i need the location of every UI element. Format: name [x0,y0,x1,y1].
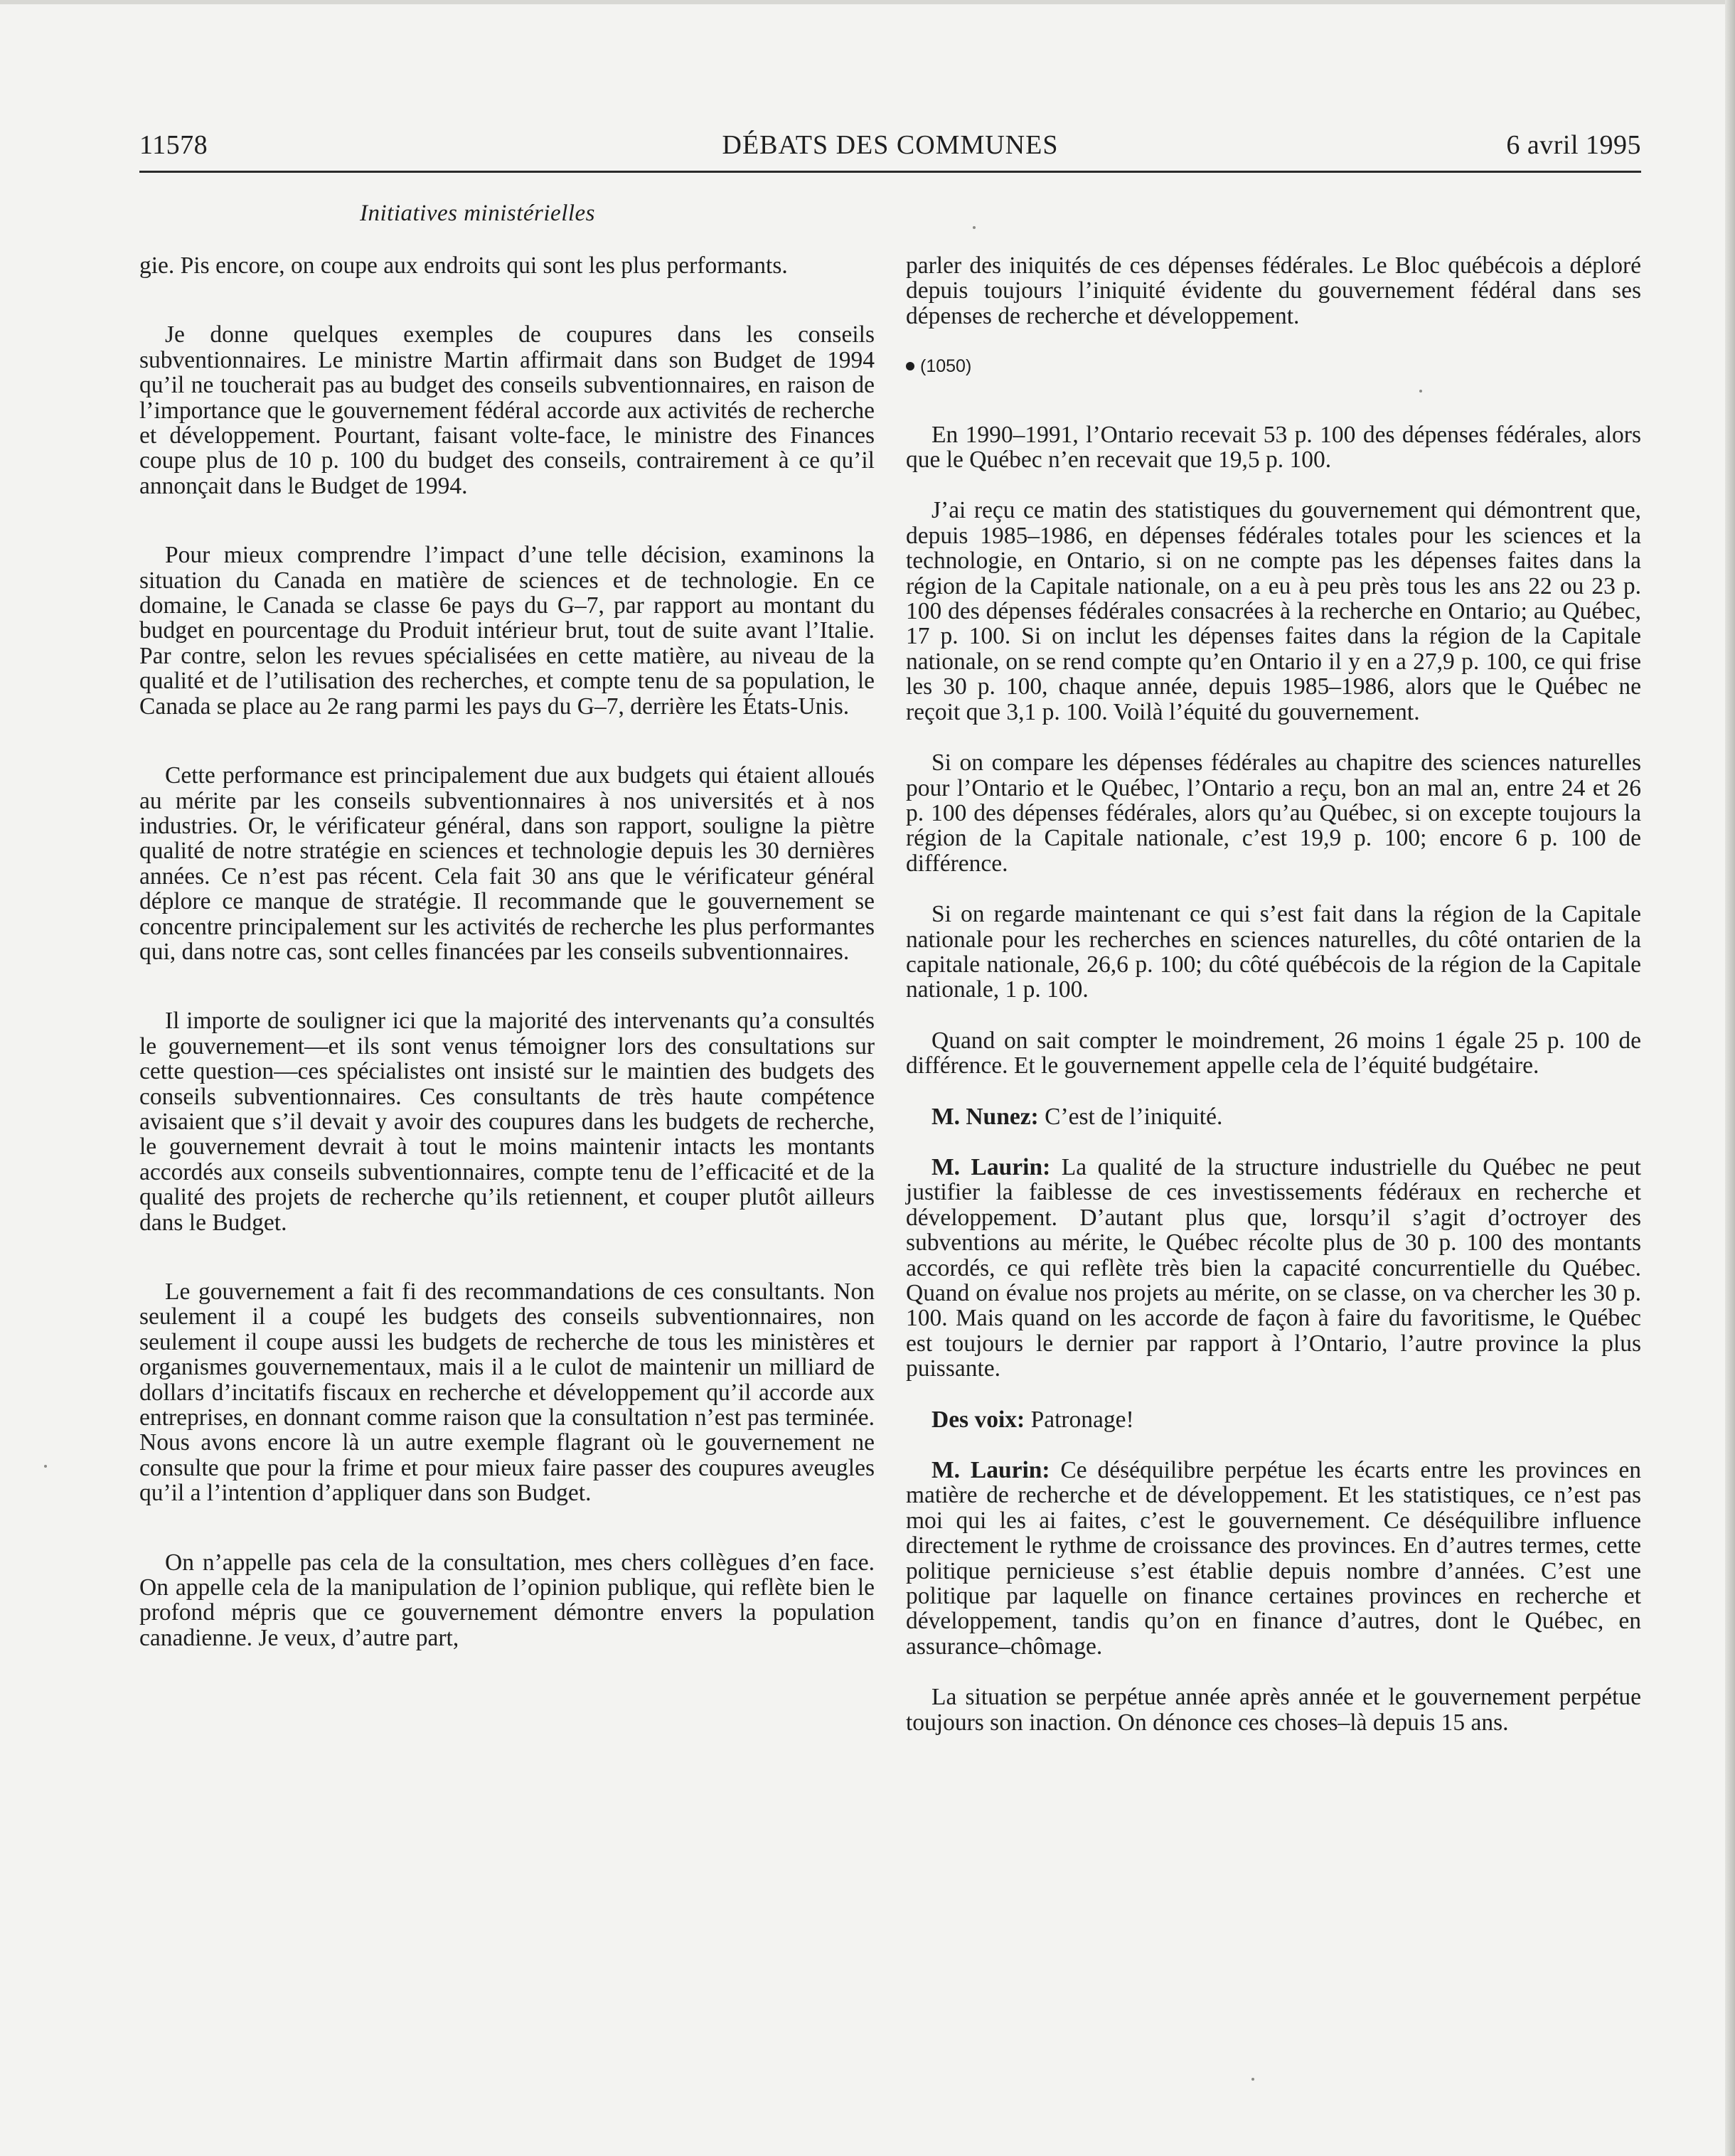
speech-text: C’est de l’iniquité. [1038,1103,1223,1130]
speaker-name: Des voix: [931,1406,1025,1433]
speaker-name: M. Nunez: [931,1103,1039,1130]
scan-speck [1419,390,1422,393]
time-marker-text: (1050) [920,356,972,377]
right-paragraph: J’ai reçu ce matin des statistiques du gouvernement qui démontrent que, depuis 1985–1986, en dépenses fédérales totales pour les sciences et la technologie, en Ontario, si on ne compte pas les dépenses faites dans la région de la Capitale nationale, on a eu à peu près tous les ans 22 ou 23 p. 100 des dépenses fédérales consacrées à la recherche en Ontario; au Québec, 17 p. 100. Si on inclut les dépenses faites dans la région de la Capitale nationale, on se rend compte qu’en Ontario il y en a 27,9 p. 100, ce qui frise les 30 p. 100, chaque année, depuis 1985–1986, alors que le Québec ne reçoit que 3,1 p. 100. Voilà l’équité du gouvernement. [906,497,1641,725]
left-paragraph: Cette performance est principalement due aux budgets qui étaient alloués au mérite par les conseils subventionnaires à nos universités et à nos industries. Or, le vérificateur général, dans son rapport, souligne la piètre qualité de notre stratégie en sciences et technologie depuis les 30 dernières années. Ce n’est pas récent. Cela fait 30 ans que le vérificateur général déplore ce manque de stratégie. Il recommande que le gouvernement se concentre principalement sur les activités de recherche les plus performantes qui, dans notre cas, sont celles financées par les conseils subventionnaires. [139,762,875,965]
section-subheading: Initiatives ministérielles [360,201,596,226]
page-header [139,129,1641,169]
header-rule [139,171,1641,173]
scan-edge-right [1725,0,1735,2156]
left-column [139,253,875,1676]
right-column [906,253,1641,1761]
left-paragraph: Je donne quelques exemples de coupures dans les conseils subventionnaires. Le ministre Martin affirmait dans son Budget de 1994 qu’il ne toucherait pas au budget des conseils subventionnaires, en raison de l’importance que le gouvernement fédéral accorde aux activités de recherche et développement. Pourtant, faisant volte-face, le ministre des Finances coupe plus de 10 p. 100 du budget des conseils, contrairement à ce qu’il annonçait dans le Budget de 1994. [139,321,875,499]
scan-speck [973,226,976,229]
speech-text: Patronage! [1025,1406,1134,1433]
scan-edge-top [0,0,1735,4]
right-paragraph: Quand on sait compter le moindrement, 26 moins 1 égale 25 p. 100 de différence. Et le gouvernement appelle cela de l’équité budgétaire. [906,1027,1641,1079]
right-paragraph: En 1990–1991, l’Ontario recevait 53 p. 100 des dépenses fédérales, alors que le Québec n’en recevait que 19,5 p. 100. [906,421,1641,474]
right-paragraph: parler des iniquités de ces dépenses fédérales. Le Bloc québécois a déploré depuis toujours l’iniquité évidente du gouvernement fédéral dans ses dépenses de recherche et développement. [906,252,1641,329]
scan-speck [1251,2078,1254,2081]
right-paragraph: Si on regarde maintenant ce qui s’est fait dans la région de la Capitale nationale pour les recherches en sciences naturelles, du côté ontarien de la capitale nationale, 26,6 p. 100; du côté québécois de la région de la Capitale nationale, 1 p. 100. [906,901,1641,1003]
time-marker [906,354,1641,379]
speech-voices [906,1407,1641,1432]
page-number: 11578 [139,130,208,160]
speech-text: La qualité de la structure industrielle du Québec ne peut justifier la faiblesse de ces investissements fédéraux en recherche et développement. D’autant plus que, lorsqu’il s’agit d’octroyer des subventions au mérite, le Québec récolte plus de 30 p. 100 des montants accordés, ce qui reflète très bien la capacité concurrentielle du Québec. Quand on évalue nos projets au mérite, on se classe, on va chercher les 30 p. 100. Mais quand on les accorde de façon à faire du favoritisme, le Québec est toujours le dernier par rapport à l’Ontario, l’autre province la plus puissante. [906,1153,1641,1382]
right-paragraph: Si on compare les dépenses fédérales au chapitre des sciences naturelles pour l’Ontario et le Québec, l’Ontario a reçu, bon an mal an, entre 24 et 26 p. 100 des dépenses fédérales, alors qu’au Québec, si on excepte toujours la région de la Capitale nationale, c’est 19,9 p. 100; encore 6 p. 100 de différence. [906,749,1641,877]
left-paragraph: gie. Pis encore, on coupe aux endroits qui sont les plus performants. [139,252,788,279]
issue-date: 6 avril 1995 [1506,130,1641,160]
journal-title: DÉBATS DES COMMUNES [722,130,1059,160]
right-paragraph: La situation se perpétue année après année et le gouvernement perpétue toujours son inaction. On dénonce ces choses–là depuis 15 ans. [906,1684,1641,1736]
bullet-icon [906,362,914,370]
speaker-name: M. Laurin: [931,1457,1050,1484]
scan-speck [44,1465,47,1468]
left-paragraph: On n’appelle pas cela de la consultation, mes chers collègues d’en face. On appelle cela de la manipulation de l’opinion publique, qui reflète bien le profond mépris que ce gouvernement démontre envers la population canadienne. Je veux, d’autre part, [139,1549,875,1651]
left-paragraph: Le gouvernement a fait fi des recommandations de ces consultants. Non seulement il a coupé les budgets des conseils subventionnaires, non seulement il coupe aussi les budgets de recherche de tous les ministères et organismes gouvernementaux, mais il a le culot de maintenir un milliard de dollars d’incitatifs fiscaux en recherche et développement qu’il accorde aux entreprises, en donnant comme raison que la consultation n’est pas terminée. Nous avons encore là un autre exemple flagrant où le gouvernement ne consulte que pour la frime et pour mieux faire passer des coupures aveugles qu’il a l’intention d’appliquer dans son Budget. [139,1279,875,1507]
left-paragraph: Pour mieux comprendre l’impact d’une telle décision, examinons la situation du Canada en matière de sciences et de technologie. En ce domaine, le Canada se classe 6e pays du G–7, par rapport au montant du budget en pourcentage du Produit intérieur brut, tout de suite avant l’Italie. Par contre, selon les revues spécialisées en cette matière, au niveau de la qualité et de l’utilisation des recherches, et compte tenu de sa population, le Canada se place au 2e rang parmi les pays du G–7, derrière les États-Unis. [139,542,875,720]
left-paragraph: Il importe de souligner ici que la majorité des intervenants qu’a consultés le gouvernement—et ils sont venus témoigner lors des consultations sur cette question—ces spécialistes ont insisté sur le maintien des budgets des conseils subventionnaires. Ces consultants de très haute compétence avisaient que s’il devait y avoir des coupures dans les budgets de recherche, le gouvernement devrait à tout le moins maintenir intacts les montants accordés aux conseils subventionnaires, compte tenu de l’efficacité et de la qualité des projets de recherche qu’ils retiennent, et couper plutôt ailleurs dans le Budget. [139,1008,875,1236]
speech-laurin [906,1155,1641,1382]
speech-laurin [906,1458,1641,1659]
speech-nunez [906,1104,1641,1129]
speaker-name: M. Laurin: [931,1153,1051,1180]
speech-text: Ce déséquilibre perpétue les écarts entre les provinces en matière de recherche et de développement. Et les statistiques, ce n’est pas moi qui les ai faites, c’est le gouvernement. Ce déséquilibre influence directement le rythme de croissance des provinces. En d’autres termes, cette politique pernicieuse s’est établie depuis nombre d’années. C’est une politique par laquelle on finance certaines provinces en recherche et développement, tandis qu’on en finance d’autres, dont le Québec, en assurance–chômage. [906,1457,1641,1660]
